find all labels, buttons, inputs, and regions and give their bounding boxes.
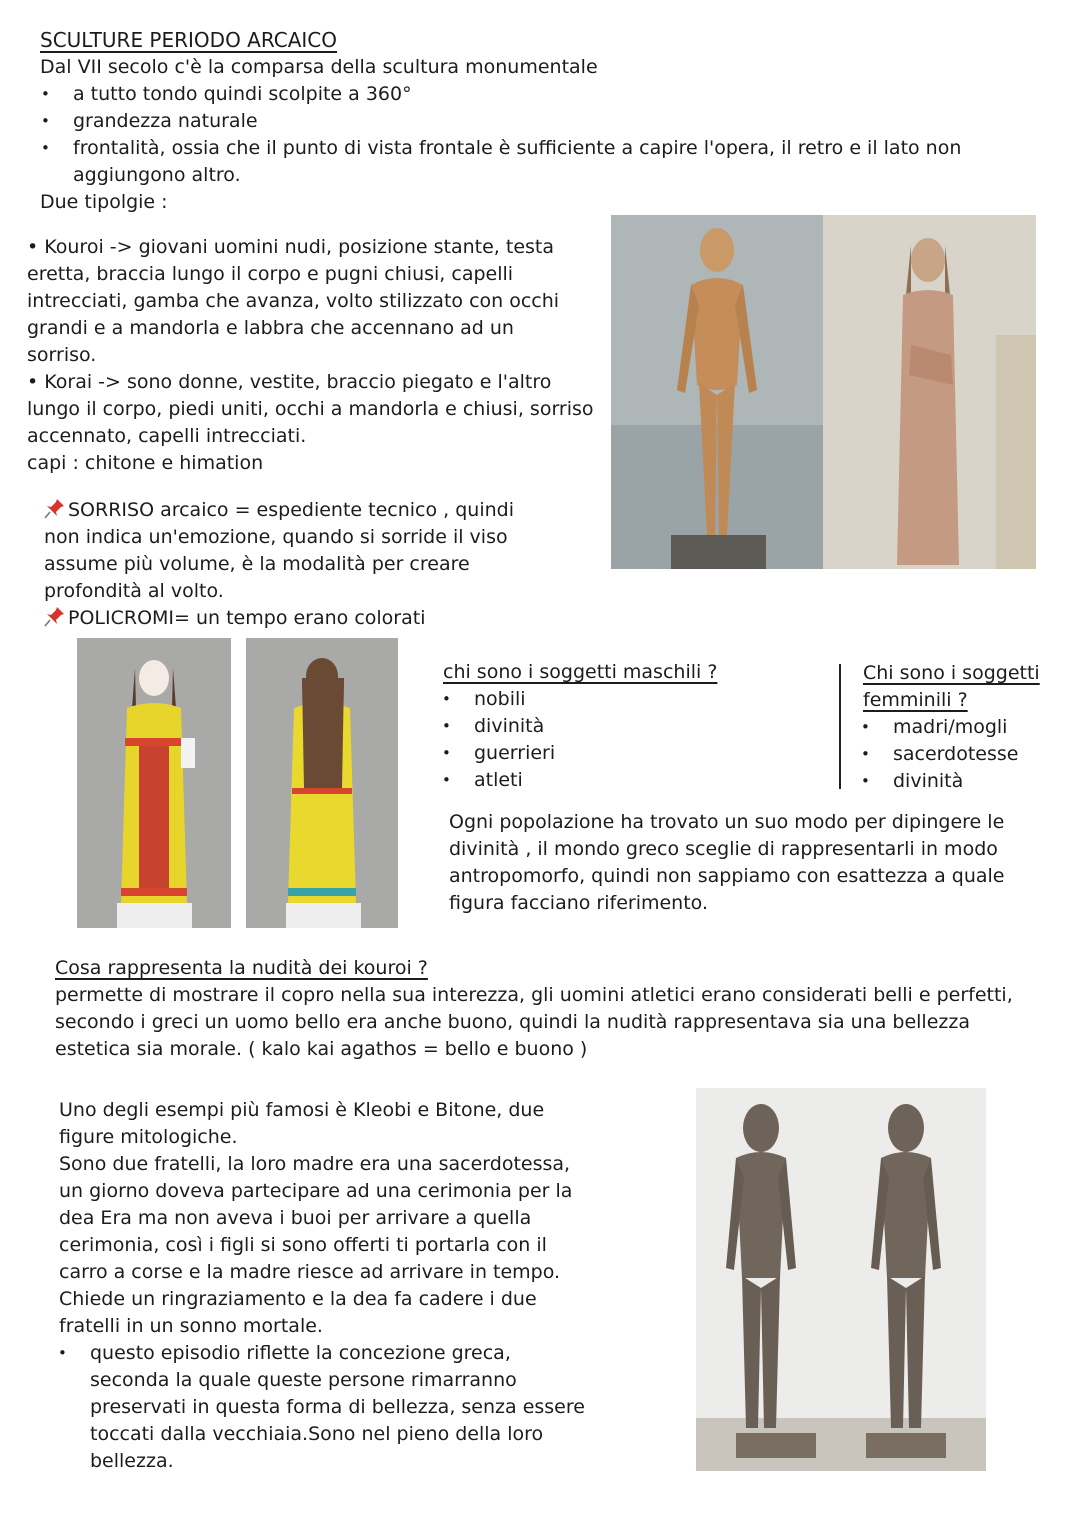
kouroi-line: intrecciati, gamba che avanza, volto stilizzato con occhi bbox=[27, 290, 560, 312]
paragraph-line: Sono due fratelli, la loro madre era una sacerdotessa, bbox=[59, 1153, 571, 1175]
list-item: • divinità bbox=[474, 713, 717, 740]
divinity-paragraph bbox=[449, 809, 1004, 917]
kleobis-biton-story bbox=[59, 1097, 572, 1340]
bullet-line: bellezza. bbox=[90, 1450, 174, 1472]
nudity-section bbox=[55, 955, 1013, 1063]
smile-line: non indica un'emozione, quando si sorride il viso bbox=[44, 526, 508, 548]
pushpin-icon bbox=[44, 605, 66, 627]
kouros-kore-photo bbox=[611, 215, 1036, 569]
kleobis-biton-photo bbox=[696, 1088, 986, 1471]
korai-line: lungo il corpo, piedi uniti, occhi a mandorla e chiusi, sorriso bbox=[27, 398, 594, 420]
kouroi-line: sorriso. bbox=[27, 344, 97, 366]
intro-text: Dal VII secolo c'è la comparsa della scultura monumentale bbox=[40, 56, 598, 78]
korai-line: accennato, capelli intrecciati. bbox=[27, 425, 307, 447]
paragraph-line: carro a corse e la madre riesce ad arrivare in tempo. bbox=[59, 1261, 561, 1283]
list-item: • divinità bbox=[893, 768, 1040, 795]
female-subjects bbox=[863, 660, 1040, 795]
kouroi-line: grandi e a mandorla e labbra che accennano ad un bbox=[27, 317, 514, 339]
paragraph-line: permette di mostrare il copro nella sua interezza, gli uomini atletici erano considerati belli e perfetti, bbox=[55, 984, 1013, 1006]
female-subjects-heading: femminili ? bbox=[863, 689, 968, 711]
types-label: Due tipolgie : bbox=[40, 191, 168, 213]
paragraph-line: Ogni popolazione ha trovato un suo modo per dipingere le bbox=[449, 811, 1005, 833]
column-divider bbox=[839, 664, 841, 789]
paragraph-line: dea Era ma non aveva i buoi per arrivare a quella bbox=[59, 1207, 532, 1229]
polychromy-text: POLICROMI= un tempo erano colorati bbox=[68, 607, 426, 629]
paragraph-line: figura facciano riferimento. bbox=[449, 892, 708, 914]
paragraph-line: antropomorfo, quindi non sappiamo con esattezza a quale bbox=[449, 865, 1005, 887]
paragraph-line: cerimonia, così i figli si sono offerti ti portarla con il bbox=[59, 1234, 547, 1256]
page-title: SCULTURE PERIODO ARCAICO bbox=[40, 28, 338, 52]
polychromy-line bbox=[44, 605, 514, 632]
pushpin-icon bbox=[44, 497, 66, 519]
paragraph-line: divinità , il mondo greco sceglie di rappresentarli in modo bbox=[449, 838, 998, 860]
male-subjects-heading: chi sono i soggetti maschili ? bbox=[443, 661, 718, 683]
kouroi-line: • Kouroi -> giovani uomini nudi, posizione stante, testa bbox=[27, 236, 554, 258]
polychrome-kore-front-photo bbox=[77, 638, 231, 928]
feature-continuation: aggiungono altro. bbox=[73, 164, 241, 186]
paragraph-line: figure mitologiche. bbox=[59, 1126, 238, 1148]
male-subjects-list bbox=[474, 686, 717, 794]
kouroi-description bbox=[27, 234, 594, 477]
garments-line: capi : chitone e himation bbox=[27, 452, 264, 474]
feature-item: • grandezza naturale bbox=[73, 108, 961, 135]
list-item: • guerrieri bbox=[474, 740, 717, 767]
polychrome-kore-back-photo bbox=[246, 638, 398, 928]
archaic-smile-note bbox=[44, 497, 514, 632]
nudity-question: Cosa rappresenta la nudità dei kouroi ? bbox=[55, 957, 428, 979]
bullet-line: toccati dalla vecchiaia.Sono nel pieno della loro bbox=[90, 1423, 544, 1445]
paragraph-line: un giorno doveva partecipare ad una cerimonia per la bbox=[59, 1180, 573, 1202]
story-bullet bbox=[90, 1340, 585, 1475]
feature-item: • a tutto tondo quindi scolpite a 360° bbox=[73, 81, 961, 108]
smile-line bbox=[44, 497, 514, 524]
list-item: • sacerdotesse bbox=[893, 741, 1040, 768]
bullet-line: preservati in questa forma di bellezza, senza essere bbox=[90, 1396, 585, 1418]
bullet-line: seconda la quale queste persone rimarranno bbox=[90, 1369, 517, 1391]
list-item: • atleti bbox=[474, 767, 717, 794]
smile-heading: SORRISO arcaico = espediente tecnico , quindi bbox=[68, 499, 514, 521]
feature-list bbox=[73, 81, 961, 189]
paragraph-line: Uno degli esempi più famosi è Kleobi e Bitone, due bbox=[59, 1099, 545, 1121]
feature-item-continued bbox=[73, 162, 961, 189]
smile-line: profondità al volto. bbox=[44, 580, 224, 602]
female-subjects-list bbox=[893, 714, 1040, 795]
feature-item: • frontalità, ossia che il punto di vista frontale è sufficiente a capire l'opera, il retro e il lato non bbox=[73, 135, 961, 162]
list-item bbox=[90, 1340, 585, 1475]
male-subjects bbox=[443, 659, 717, 794]
bullet-line: • questo episodio riflette la concezione greca, bbox=[90, 1342, 511, 1364]
paragraph-line: fratelli in un sonno mortale. bbox=[59, 1315, 323, 1337]
korai-line: • Korai -> sono donne, vestite, braccio piegato e l'altro bbox=[27, 371, 552, 393]
paragraph-line: Chiede un ringraziamento e la dea fa cadere i due bbox=[59, 1288, 537, 1310]
paragraph-line: estetica sia morale. ( kalo kai agathos = bello e buono ) bbox=[55, 1038, 588, 1060]
list-item: • madri/mogli bbox=[893, 714, 1040, 741]
list-item: • nobili bbox=[474, 686, 717, 713]
paragraph-line: secondo i greci un uomo bello era anche buono, quindi la nudità rappresentava sia una bellezza bbox=[55, 1011, 970, 1033]
female-subjects-heading: Chi sono i soggetti bbox=[863, 662, 1040, 684]
kouroi-line: eretta, braccia lungo il corpo e pugni chiusi, capelli bbox=[27, 263, 514, 285]
smile-line: assume più volume, è la modalità per creare bbox=[44, 553, 470, 575]
